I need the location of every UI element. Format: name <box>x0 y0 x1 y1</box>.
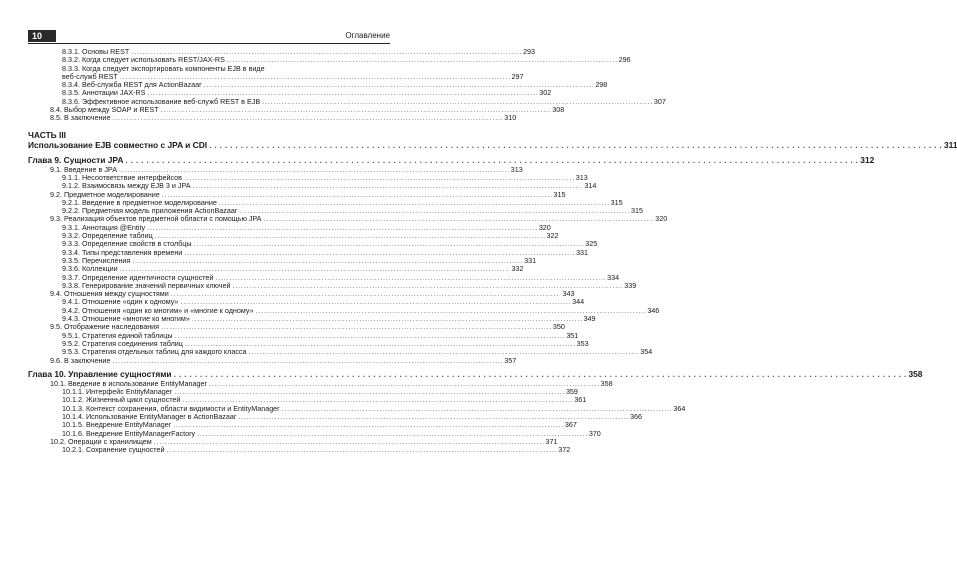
dot-leader <box>282 405 672 413</box>
toc-entry-page: 315 <box>553 189 566 199</box>
dot-leader <box>193 182 583 190</box>
toc-entry-page: 296 <box>618 55 631 65</box>
toc-entry-page: 371 <box>545 436 558 446</box>
toc-entry-title: 9.1.1. Несоответствие интерфейсов <box>62 172 182 182</box>
toc-entry-title: 9.3.3. Определение свойств в столбцы <box>62 239 192 249</box>
toc-entry-page: 346 <box>647 305 660 315</box>
toc-entry-page: 313 <box>510 164 523 174</box>
page-header <box>28 30 390 44</box>
dot-leader <box>161 323 551 331</box>
toc-entry-page: 366 <box>630 411 642 421</box>
toc-entry-page: 372 <box>558 445 571 455</box>
toc-entry-page: 320 <box>655 214 668 224</box>
dot-leader <box>197 430 587 438</box>
toc-block-chapter10 <box>28 378 686 455</box>
toc-entry-title: 9.4. Отношения между сущностями <box>50 289 169 299</box>
toc-entry-title: 9.2. Предметное моделирование <box>50 189 160 199</box>
toc-entry-title: 8.5. В заключение <box>50 113 111 123</box>
toc-entry-page: 325 <box>585 239 598 249</box>
toc-entry-page: 310 <box>504 113 517 123</box>
toc-entry-title: 9.1.2. Взаимосвязь между EJB 3 и JPA <box>62 181 191 191</box>
dot-leader <box>249 348 639 356</box>
dot-leader <box>184 174 574 182</box>
dot-leader <box>192 315 582 323</box>
toc-entry-title: 9.3.2. Определение таблиц <box>62 231 153 241</box>
toc-block-chapter9 <box>28 164 668 365</box>
dot-leader <box>209 380 599 388</box>
chapter10-page: 358 <box>908 368 923 379</box>
toc-entry-title: веб-служб REST <box>62 71 118 81</box>
toc-entry-page: 351 <box>566 330 579 340</box>
toc-entry-title: 9.5.2. Стратегия соединения таблиц <box>62 338 183 348</box>
dot-leader <box>184 249 574 257</box>
dot-leader <box>175 332 565 340</box>
toc-entry-title: 9.5.3. Стратегия отдельных таблиц для каждого класса <box>62 347 247 357</box>
toc-entry-page: 314 <box>584 181 597 191</box>
toc-entry-title: 9.3.8. Генерирование значений первичных ключей <box>62 280 231 290</box>
dot-leader <box>147 224 537 232</box>
dot-leader <box>219 199 609 207</box>
toc-entry-title: 9.6. В заключение <box>50 355 111 365</box>
toc-entry-page: 315 <box>610 197 623 207</box>
dot-leader <box>125 155 858 166</box>
dot-leader <box>173 421 563 429</box>
toc-entry-page: 349 <box>583 314 596 324</box>
toc-entry-title: 9.3.1. Аннотация @Entity <box>62 222 146 232</box>
toc-entry-title: 9.4.3. Отношение «многие ко многим» <box>62 314 190 324</box>
toc-entry-page: 344 <box>572 297 585 307</box>
toc-entry-page: 315 <box>630 206 643 216</box>
dot-leader <box>112 114 502 122</box>
toc-entry-page: 359 <box>565 387 578 397</box>
dot-leader <box>262 98 652 106</box>
toc-entry-page: 358 <box>600 378 613 388</box>
toc-entry-page: 302 <box>539 88 552 98</box>
toc-entry-page: 357 <box>504 355 517 365</box>
toc-entry-page: 331 <box>576 247 589 257</box>
toc-entry-title: 10.2. Операции с хранилищем <box>50 436 152 446</box>
toc-entry-title: 8.3.4. Веб-служба REST для ActionBazaar <box>62 80 202 90</box>
toc-entry-title: 8.3.1. Основы REST <box>62 47 130 56</box>
chapter10-title: Глава 10. Управление сущностями <box>28 368 172 379</box>
toc-entry-title: 9.3.6. Коллекции <box>62 264 118 274</box>
toc-entry-title: 10.1.4. Использование EntityManager в ActionBazaar <box>62 411 237 421</box>
toc-entry-title: 8.3.6. Эффективное использование веб-служб REST в EJB <box>62 96 261 106</box>
dot-leader <box>162 191 552 199</box>
toc-entry-title: 9.3.4. Типы представления времени <box>62 247 183 257</box>
toc-entry-title-line1: 8.3.3. Когда следует экспортировать компоненты EJB в виде <box>62 63 265 73</box>
dot-leader <box>112 357 502 365</box>
toc-entry[interactable] <box>28 63 524 82</box>
toc-entry-title: 8.4. Выбор между SOAP и REST <box>50 105 159 115</box>
toc-entry-page: 339 <box>624 280 637 290</box>
part-title: Использование EJB совместно с JPA и CDI <box>28 139 208 150</box>
toc-entry-title: 9.2.1. Введение в предметное моделирование <box>62 197 217 207</box>
chapter9-page: 312 <box>860 154 875 165</box>
toc-entry-title: 10.2.1. Сохранение сущностей <box>62 445 165 455</box>
toc-entry-page: 332 <box>511 264 524 274</box>
part-title-entry[interactable] <box>28 139 957 151</box>
toc-entry-title: 8.3.2. Когда следует использовать REST/JAX-RS <box>62 55 225 65</box>
toc-entry-page: 322 <box>546 231 559 241</box>
toc-entry-title: 9.3.5. Перечисления <box>62 255 131 265</box>
dot-leader <box>174 388 564 396</box>
toc-entry-title: 10.1.3. Контекст сохранения, области видимости и EntityManager <box>62 403 280 413</box>
toc-entry-title: 9.5. Отображение наследования <box>50 322 160 332</box>
dot-leader <box>204 81 594 89</box>
dot-leader <box>209 140 942 151</box>
toc-entry-page: 353 <box>576 338 589 348</box>
toc-entry-page: 307 <box>653 96 666 106</box>
toc-entry[interactable] <box>28 445 571 455</box>
toc-entry-page: 361 <box>574 395 587 405</box>
toc-entry-page: 298 <box>595 80 608 90</box>
toc-entry-page: 297 <box>511 71 524 81</box>
dot-leader <box>227 56 617 64</box>
dot-leader <box>154 438 544 446</box>
toc-entry-page: 320 <box>538 222 551 232</box>
toc-entry-page: 354 <box>640 347 653 357</box>
table-of-contents <box>28 47 957 455</box>
toc-entry-title: 9.3.7. Определение идентичности сущностей <box>62 272 214 282</box>
dot-leader <box>132 257 522 265</box>
toc-entry-title: 10.1.5. Внедрение EntityManager <box>62 420 172 430</box>
dot-leader <box>239 207 629 215</box>
toc-entry-page: 343 <box>562 289 575 299</box>
toc-entry-page: 313 <box>575 172 588 182</box>
toc-entry-title: 9.4.2. Отношения «один ко многим» и «многие к одному» <box>62 305 254 315</box>
part-page: 311 <box>943 139 957 150</box>
toc-entry-title: 10.1.2. Жизненный цикл сущностей <box>62 395 181 405</box>
dot-leader <box>263 215 653 223</box>
toc-entry-title: 9.5.1. Стратегия единой таблицы <box>62 330 173 340</box>
toc-entry-page: 308 <box>552 105 565 115</box>
toc-entry-title: 10.1.1. Интерфейс EntityManager <box>62 387 173 397</box>
toc-entry-title: 10.1.6. Внедрение EntityManagerFactory <box>62 428 196 438</box>
dot-leader <box>161 106 551 114</box>
toc-entry-title: 9.2.2. Предметная модель приложения ActionBazaar <box>62 206 238 216</box>
dot-leader <box>194 240 584 248</box>
running-title: Оглавление <box>345 31 390 40</box>
toc-entry-title: 9.4.1. Отношение «один к одному» <box>62 297 179 307</box>
toc-entry-page: 334 <box>607 272 620 282</box>
dot-leader <box>167 446 557 454</box>
toc-entry-page: 367 <box>564 420 577 430</box>
dot-leader <box>155 232 545 240</box>
toc-entry-page: 370 <box>588 428 601 438</box>
toc-entry-title: 8.3.5. Аннотации JAX-RS <box>62 88 146 98</box>
toc-block-chapter8 <box>28 47 666 123</box>
page-number: 10 <box>28 30 56 42</box>
toc-entry-page: 331 <box>524 255 537 265</box>
toc-entry[interactable] <box>28 113 517 123</box>
toc-entry-page: 293 <box>523 47 536 56</box>
toc-entry-title: 10.1. Введение в использование EntityManager <box>50 378 207 388</box>
dot-leader <box>174 369 907 380</box>
chapter9-title: Глава 9. Сущности JPA <box>28 154 124 165</box>
toc-entry-page: 350 <box>552 322 565 332</box>
toc-entry-title: 9.1. Введение в JPA <box>50 164 117 174</box>
part-label: ЧАСТЬ III <box>28 129 67 140</box>
dot-leader <box>171 290 561 298</box>
toc-entry-title: 9.3. Реализация объектов предметной области с помощью JPA <box>50 214 262 224</box>
toc-entry-page: 364 <box>673 403 686 413</box>
toc-entry[interactable] <box>28 355 517 365</box>
dot-leader <box>215 274 605 282</box>
